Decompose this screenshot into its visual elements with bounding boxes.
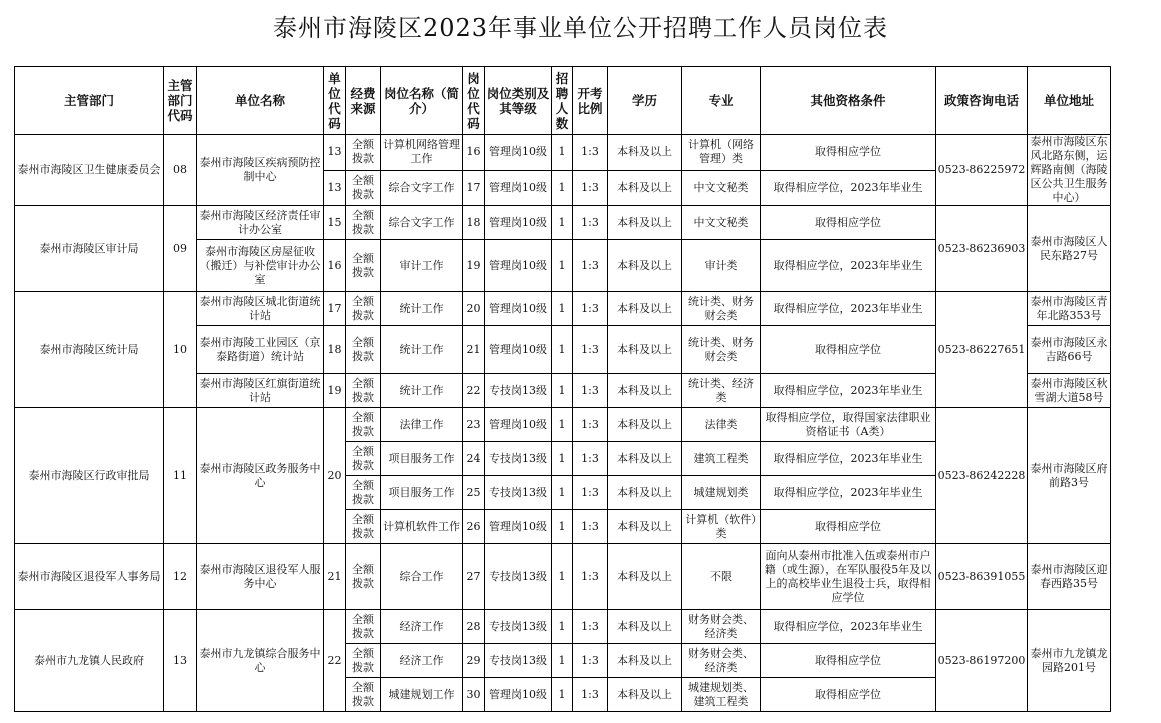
address: 泰州市海陵区秋雪湖大道58号 [1028, 374, 1111, 408]
dept-name: 泰州市海陵区行政审批局 [15, 408, 164, 544]
education: 本科及以上 [608, 292, 682, 326]
unit-code: 15 [324, 206, 346, 240]
education: 本科及以上 [608, 206, 682, 240]
exam-ratio: 1:3 [573, 206, 608, 240]
table-row [15, 135, 1111, 171]
post-name: 综合文字工作 [381, 206, 463, 240]
funding: 全额拨款 [346, 206, 381, 240]
post-code: 30 [463, 678, 485, 712]
post-category: 专技岗13级 [485, 644, 552, 678]
funding: 全额拨款 [346, 326, 381, 374]
post-category: 专技岗13级 [485, 442, 552, 476]
exam-ratio: 1:3 [573, 510, 608, 544]
post-category: 专技岗13级 [485, 476, 552, 510]
table-row [15, 544, 1111, 610]
header-row [15, 67, 1111, 135]
post-category: 管理岗10级 [485, 510, 552, 544]
dept-code: 12 [164, 544, 197, 610]
header-cell: 单位名称 [197, 67, 324, 135]
education: 本科及以上 [608, 644, 682, 678]
unit-code: 19 [324, 374, 346, 408]
education: 本科及以上 [608, 476, 682, 510]
unit-name: 泰州市海陵区经济责任审计办公室 [197, 206, 324, 240]
hire-count: 1 [552, 135, 573, 171]
other-conditions: 取得相应学位 [761, 135, 936, 171]
hire-count: 1 [552, 510, 573, 544]
education: 本科及以上 [608, 408, 682, 442]
major: 不限 [682, 544, 761, 610]
funding: 全额拨款 [346, 644, 381, 678]
header-cell: 主管部门代码 [164, 67, 197, 135]
other-conditions: 取得相应学位 [761, 206, 936, 240]
header-cell: 学历 [608, 67, 682, 135]
address: 泰州市海陵区府前路3号 [1028, 408, 1111, 544]
funding: 全额拨款 [346, 374, 381, 408]
funding: 全额拨款 [346, 442, 381, 476]
exam-ratio: 1:3 [573, 240, 608, 292]
major: 统计类、财务财会类 [682, 292, 761, 326]
dept-code: 08 [164, 135, 197, 206]
post-category: 管理岗10级 [485, 170, 552, 206]
post-name: 法律工作 [381, 408, 463, 442]
other-conditions: 取得相应学位，2023年毕业生 [761, 374, 936, 408]
post-category: 管理岗10级 [485, 326, 552, 374]
education: 本科及以上 [608, 170, 682, 206]
exam-ratio: 1:3 [573, 610, 608, 644]
unit-name: 泰州市九龙镇综合服务中心 [197, 610, 324, 712]
education: 本科及以上 [608, 135, 682, 171]
unit-name: 泰州市海陵工业园区（京泰路街道）统计站 [197, 326, 324, 374]
other-conditions: 取得相应学位 [761, 510, 936, 544]
exam-ratio: 1:3 [573, 170, 608, 206]
dept-code: 13 [164, 610, 197, 712]
major: 统计类、财务财会类 [682, 326, 761, 374]
table-row [15, 206, 1111, 240]
other-conditions: 取得相应学位，2023年毕业生 [761, 240, 936, 292]
table-row [15, 610, 1111, 644]
post-code: 25 [463, 476, 485, 510]
header-cell: 招聘人数 [552, 67, 573, 135]
education: 本科及以上 [608, 374, 682, 408]
unit-name: 泰州市海陵区疾病预防控制中心 [197, 135, 324, 206]
funding: 全额拨款 [346, 510, 381, 544]
dept-name: 泰州市海陵区统计局 [15, 292, 164, 408]
post-code: 17 [463, 170, 485, 206]
post-code: 29 [463, 644, 485, 678]
exam-ratio: 1:3 [573, 442, 608, 476]
phone: 0523-86236903 [936, 206, 1028, 292]
major: 中文文秘类 [682, 206, 761, 240]
major: 财务财会类、经济类 [682, 644, 761, 678]
exam-ratio: 1:3 [573, 678, 608, 712]
address: 泰州市九龙镇龙园路201号 [1028, 610, 1111, 712]
other-conditions: 取得相应学位，2023年毕业生 [761, 170, 936, 206]
post-name: 审计工作 [381, 240, 463, 292]
funding: 全额拨款 [346, 240, 381, 292]
major: 建筑工程类 [682, 442, 761, 476]
post-code: 20 [463, 292, 485, 326]
job-table [14, 66, 1111, 712]
post-name: 项目服务工作 [381, 476, 463, 510]
hire-count: 1 [552, 240, 573, 292]
major: 城建规划类、建筑工程类 [682, 678, 761, 712]
unit-name: 泰州市海陵区政务服务中心 [197, 408, 324, 544]
funding: 全额拨款 [346, 544, 381, 610]
table-row [15, 408, 1111, 442]
unit-code: 13 [324, 135, 346, 171]
other-conditions: 取得相应学位，2023年毕业生 [761, 292, 936, 326]
address: 泰州市海陵区东风北路东侧，运辉路南侧（海陵区公共卫生服务中心） [1028, 135, 1111, 206]
major: 财务财会类、经济类 [682, 610, 761, 644]
hire-count: 1 [552, 678, 573, 712]
header-cell: 岗位代码 [463, 67, 485, 135]
hire-count: 1 [552, 644, 573, 678]
exam-ratio: 1:3 [573, 374, 608, 408]
header-cell: 单位地址 [1028, 67, 1111, 135]
header-cell: 单位代码 [324, 67, 346, 135]
hire-count: 1 [552, 326, 573, 374]
post-code: 18 [463, 206, 485, 240]
post-name: 经济工作 [381, 610, 463, 644]
post-code: 28 [463, 610, 485, 644]
post-name: 计算机软件工作 [381, 510, 463, 544]
post-name: 经济工作 [381, 644, 463, 678]
exam-ratio: 1:3 [573, 644, 608, 678]
unit-name: 泰州市海陵区城北街道统计站 [197, 292, 324, 326]
hire-count: 1 [552, 476, 573, 510]
unit-code: 20 [324, 408, 346, 544]
funding: 全额拨款 [346, 678, 381, 712]
dept-code: 11 [164, 408, 197, 544]
post-category: 专技岗13级 [485, 544, 552, 610]
phone: 0523-86197200 [936, 610, 1028, 712]
exam-ratio: 1:3 [573, 326, 608, 374]
header-cell: 岗位名称（简介） [381, 67, 463, 135]
post-code: 27 [463, 544, 485, 610]
header-cell: 专业 [682, 67, 761, 135]
header-cell: 经费来源 [346, 67, 381, 135]
other-conditions: 取得相应学位，2023年毕业生 [761, 610, 936, 644]
address: 泰州市海陵区人民东路27号 [1028, 206, 1111, 292]
funding: 全额拨款 [346, 170, 381, 206]
unit-name: 泰州市海陵区红旗街道统计站 [197, 374, 324, 408]
major: 统计类、经济类 [682, 374, 761, 408]
header-cell: 其他资格条件 [761, 67, 936, 135]
dept-name: 泰州市海陵区卫生健康委员会 [15, 135, 164, 206]
major: 城建规划类 [682, 476, 761, 510]
address: 泰州市海陵区青年北路353号 [1028, 292, 1111, 326]
education: 本科及以上 [608, 610, 682, 644]
unit-code: 21 [324, 544, 346, 610]
other-conditions: 取得相应学位，2023年毕业生 [761, 476, 936, 510]
exam-ratio: 1:3 [573, 292, 608, 326]
post-category: 专技岗13级 [485, 374, 552, 408]
header-cell: 岗位类别及其等级 [485, 67, 552, 135]
dept-name: 泰州市海陵区审计局 [15, 206, 164, 292]
major: 法律类 [682, 408, 761, 442]
post-name: 综合文字工作 [381, 170, 463, 206]
post-name: 统计工作 [381, 374, 463, 408]
dept-name: 泰州市海陵区退役军人事务局 [15, 544, 164, 610]
post-name: 城建规划工作 [381, 678, 463, 712]
address: 泰州市海陵区永吉路66号 [1028, 326, 1111, 374]
exam-ratio: 1:3 [573, 408, 608, 442]
hire-count: 1 [552, 408, 573, 442]
other-conditions: 面向从泰州市批准入伍或泰州市户籍（或生源），在军队服役5年及以上的高校毕业生退役士兵，取得相应学位 [761, 544, 936, 610]
other-conditions: 取得相应学位 [761, 678, 936, 712]
header-cell: 开考比例 [573, 67, 608, 135]
other-conditions: 取得相应学位 [761, 326, 936, 374]
post-category: 管理岗10级 [485, 292, 552, 326]
hire-count: 1 [552, 292, 573, 326]
address: 泰州市海陵区迎春西路35号 [1028, 544, 1111, 610]
post-code: 19 [463, 240, 485, 292]
post-name: 综合工作 [381, 544, 463, 610]
post-code: 26 [463, 510, 485, 544]
post-code: 21 [463, 326, 485, 374]
post-code: 16 [463, 135, 485, 171]
other-conditions: 取得相应学位 [761, 644, 936, 678]
dept-code: 09 [164, 206, 197, 292]
unit-code: 16 [324, 240, 346, 292]
page-title: 泰州市海陵区2023年事业单位公开招聘工作人员岗位表 [272, 14, 889, 42]
post-name: 统计工作 [381, 292, 463, 326]
hire-count: 1 [552, 442, 573, 476]
dept-name: 泰州市九龙镇人民政府 [15, 610, 164, 712]
major: 审计类 [682, 240, 761, 292]
unit-code: 13 [324, 170, 346, 206]
unit-name: 泰州市海陵区退役军人服务中心 [197, 544, 324, 610]
funding: 全额拨款 [346, 610, 381, 644]
header-cell: 政策咨询电话 [936, 67, 1028, 135]
education: 本科及以上 [608, 240, 682, 292]
post-code: 22 [463, 374, 485, 408]
post-category: 管理岗10级 [485, 678, 552, 712]
phone: 0523-86242228 [936, 408, 1028, 544]
funding: 全额拨款 [346, 476, 381, 510]
hire-count: 1 [552, 170, 573, 206]
funding: 全额拨款 [346, 408, 381, 442]
hire-count: 1 [552, 374, 573, 408]
hire-count: 1 [552, 206, 573, 240]
education: 本科及以上 [608, 326, 682, 374]
post-name: 计算机网络管理工作 [381, 135, 463, 171]
phone: 0523-86225972 [936, 135, 1028, 206]
education: 本科及以上 [608, 510, 682, 544]
post-name: 统计工作 [381, 326, 463, 374]
major: 中文文秘类 [682, 170, 761, 206]
unit-code: 17 [324, 292, 346, 326]
major: 计算机（软件）类 [682, 510, 761, 544]
hire-count: 1 [552, 610, 573, 644]
post-name: 项目服务工作 [381, 442, 463, 476]
funding: 全额拨款 [346, 292, 381, 326]
phone: 0523-86391055 [936, 544, 1028, 610]
table-row [15, 292, 1111, 326]
major: 计算机（网络管理）类 [682, 135, 761, 171]
exam-ratio: 1:3 [573, 135, 608, 171]
post-category: 管理岗10级 [485, 408, 552, 442]
hire-count: 1 [552, 544, 573, 610]
dept-code: 10 [164, 292, 197, 408]
education: 本科及以上 [608, 544, 682, 610]
unit-name: 泰州市海陵区房屋征收（搬迁）与补偿审计办公室 [197, 240, 324, 292]
post-category: 管理岗10级 [485, 206, 552, 240]
header-cell: 主管部门 [15, 67, 164, 135]
exam-ratio: 1:3 [573, 544, 608, 610]
education: 本科及以上 [608, 442, 682, 476]
other-conditions: 取得相应学位，取得国家法律职业资格证书（A类） [761, 408, 936, 442]
education: 本科及以上 [608, 678, 682, 712]
post-code: 23 [463, 408, 485, 442]
post-category: 管理岗10级 [485, 240, 552, 292]
exam-ratio: 1:3 [573, 476, 608, 510]
phone: 0523-86227651 [936, 292, 1028, 408]
post-category: 管理岗10级 [485, 135, 552, 171]
post-code: 24 [463, 442, 485, 476]
other-conditions: 取得相应学位，2023年毕业生 [761, 442, 936, 476]
unit-code: 18 [324, 326, 346, 374]
post-category: 专技岗13级 [485, 610, 552, 644]
unit-code: 22 [324, 610, 346, 712]
funding: 全额拨款 [346, 135, 381, 171]
